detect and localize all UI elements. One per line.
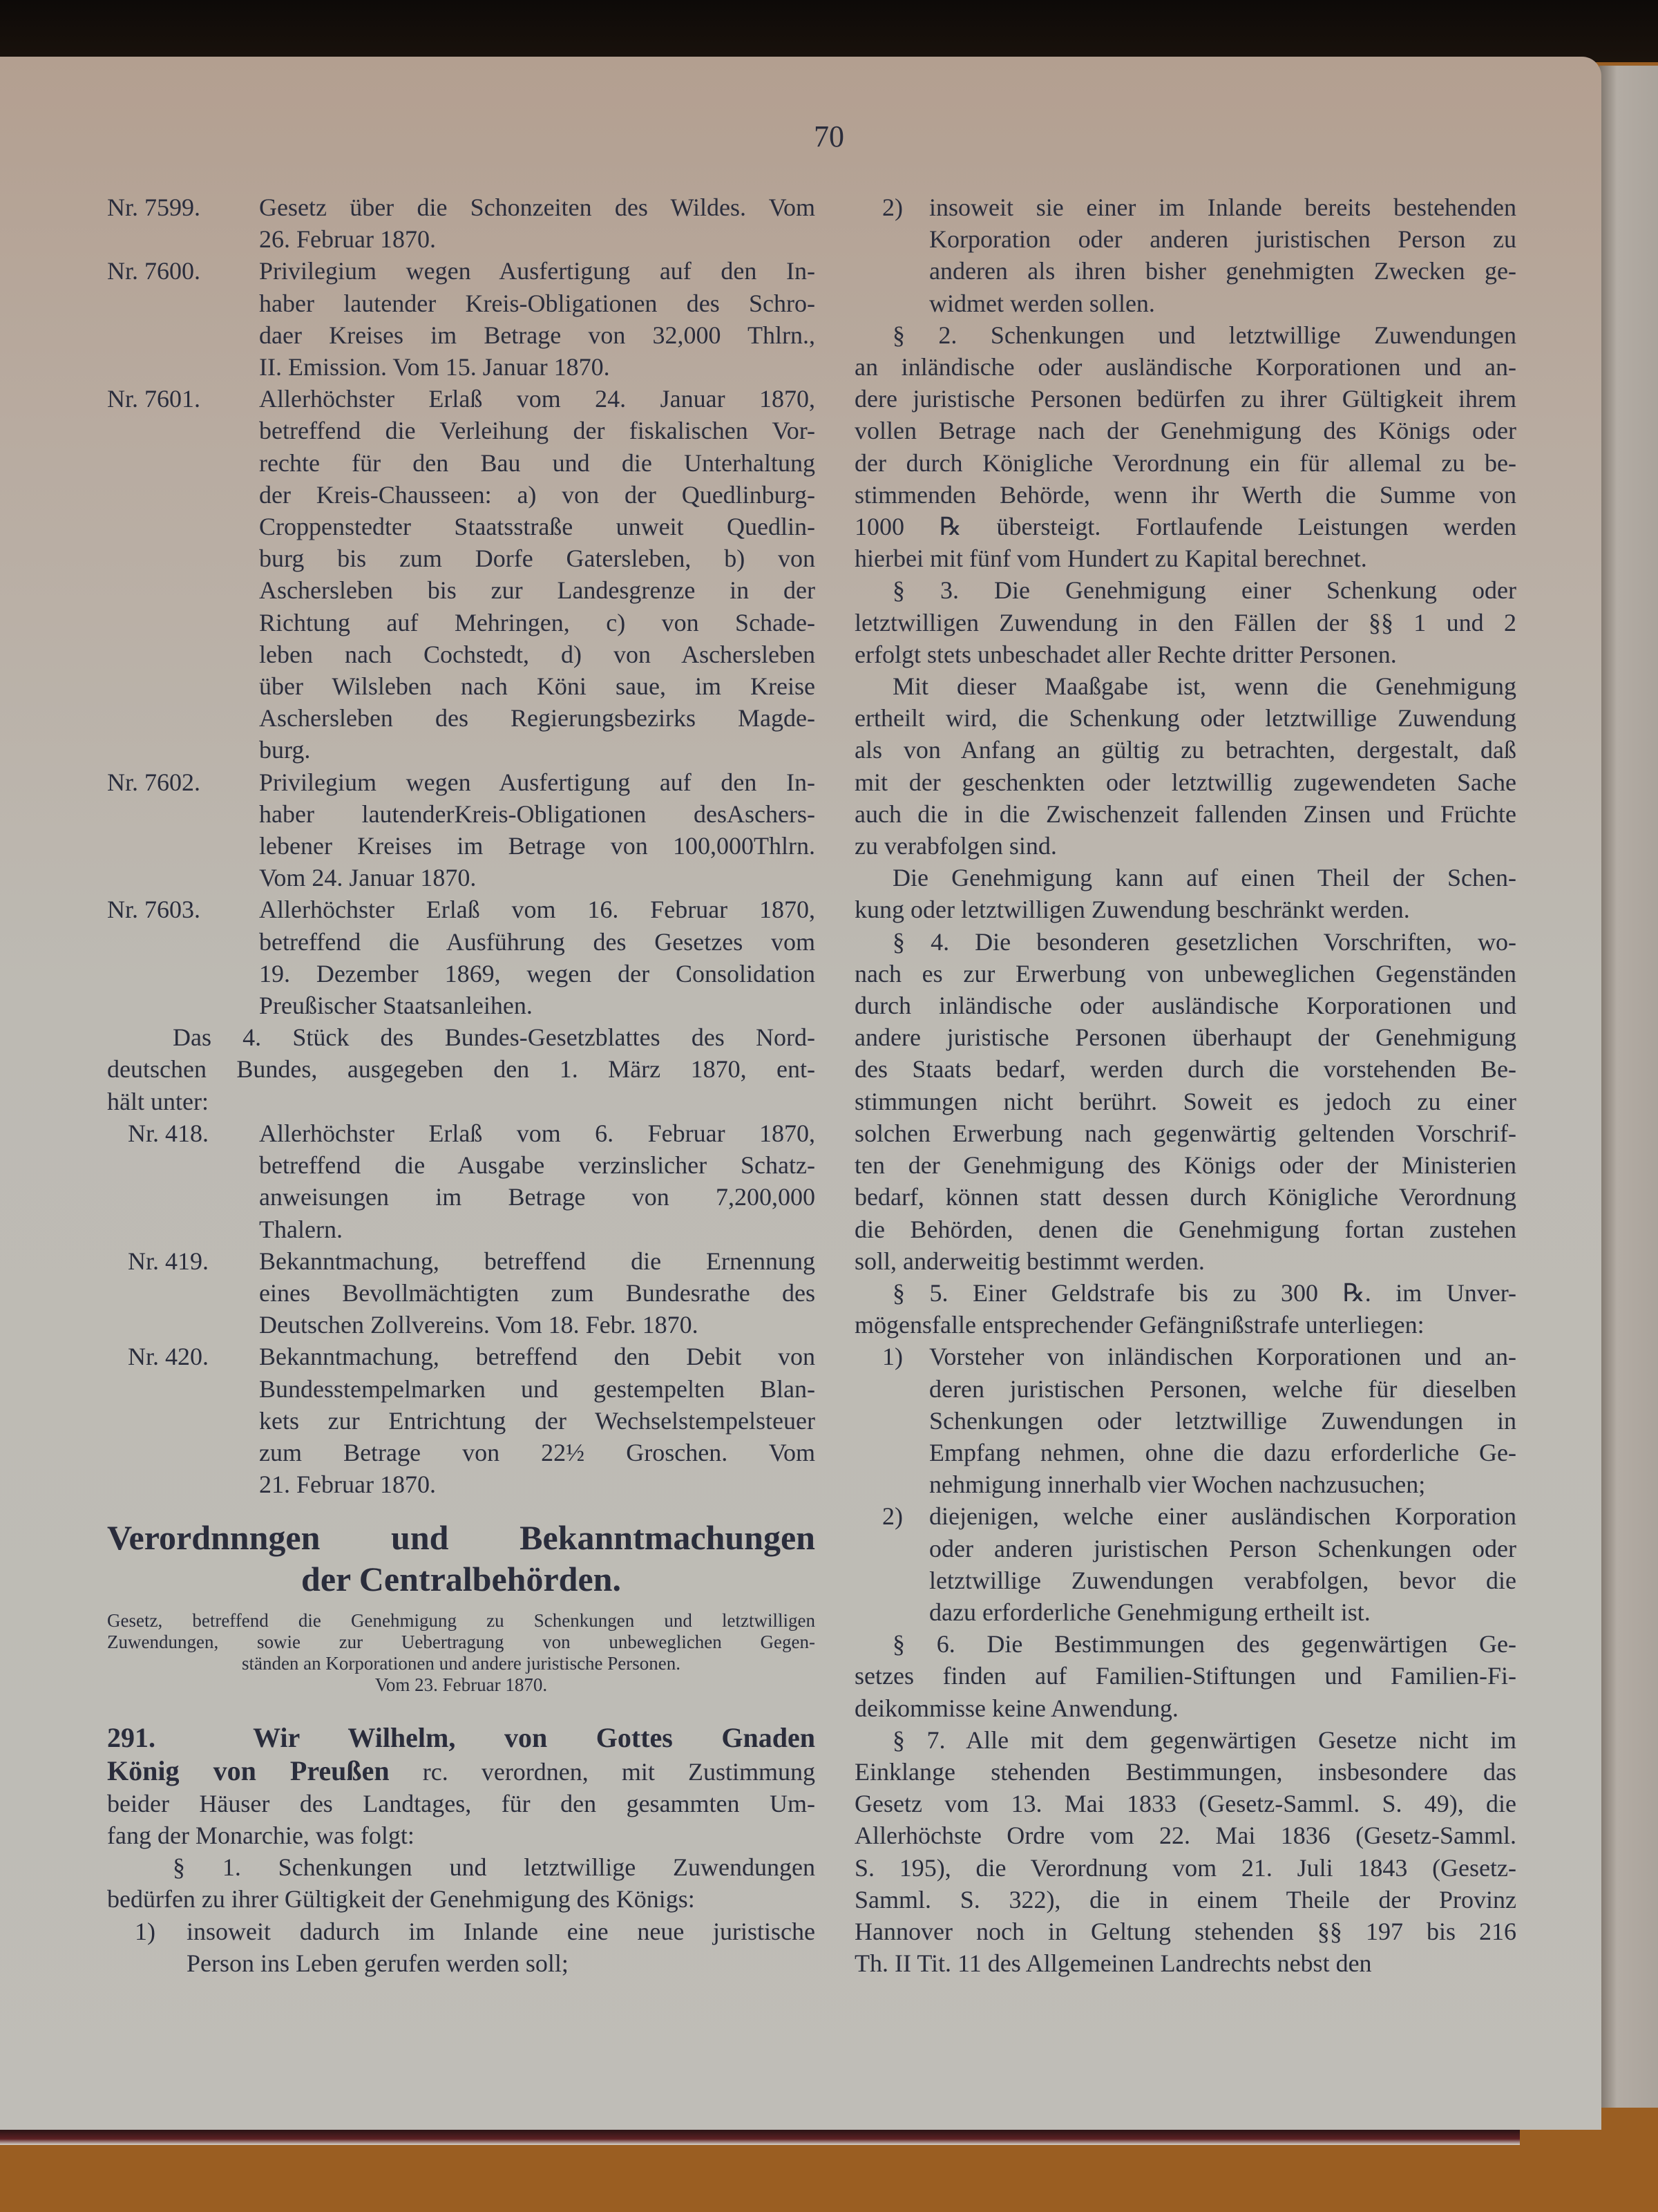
list-item-text [929, 191, 1516, 319]
text-line: kung oder letztwilligen Zuwendung beschränkt werden. [855, 896, 1410, 924]
text-line: Allerhöchster Erlaß vom 16. Februar 1870, [259, 896, 815, 924]
law-title-line: Zuwendungen, sowie zur Uebertragung von unbeweglichen Gegen- [107, 1632, 815, 1653]
register-entry [107, 1341, 815, 1500]
preamble [107, 1722, 815, 1851]
text-line: § 7. Alle mit dem gegenwärtigen Gesetze nicht im [893, 1726, 1516, 1754]
entry-text [259, 255, 815, 383]
preamble-rest [107, 1788, 815, 1851]
text-line: Einklange stehenden Bestimmungen, insbesondere das [855, 1757, 1516, 1786]
list-item [855, 191, 1516, 319]
law-title-line: ständen an Korporationen und andere juristische Personen. [241, 1653, 681, 1674]
text-line: nehmigung innerhalb vier Wochen nachzusuchen; [929, 1471, 1426, 1499]
preamble-bold-text: König von Preußen [107, 1755, 390, 1786]
text-line: setzes finden auf Familien-Stiftungen und Familien-Fi- [855, 1662, 1516, 1690]
left-column [107, 191, 815, 1979]
entry-number: Nr. 7601. [107, 385, 200, 413]
preamble-line: fang der Monarchie, was folgt: [107, 1821, 414, 1849]
text-line: über Wilsleben nach Köni saue, im Kreise [259, 672, 815, 701]
text-line: Gesetz vom 13. Mai 1833 (Gesetz-Samml. S. 49), die [855, 1790, 1516, 1818]
text-line: Vom 24. Januar 1870. [259, 864, 477, 892]
entry-text [259, 1245, 815, 1341]
text-line: diejenigen, welche einer ausländischen Korporation [929, 1502, 1516, 1531]
text-line: haber lautenderKreis-Obligationen desAschers- [259, 800, 815, 828]
text-line: Allerhöchste Ordre vom 22. Mai 1836 (Gesetz-Samml. [855, 1822, 1516, 1850]
right-column [855, 191, 1516, 1979]
text-line: deikommisse keine Anwendung. [855, 1694, 1179, 1722]
adjacent-page-edge [1599, 66, 1658, 2108]
text-line: II. Emission. Vom 15. Januar 1870. [259, 353, 610, 381]
paragraph-text [855, 670, 1516, 862]
entry-number: Nr. 418. [128, 1119, 209, 1147]
text-line: andere juristische Personen überhaupt der Genehmigung [855, 1023, 1516, 1052]
text-line: Schenkungen oder letztwillige Zuwendungen in [929, 1406, 1516, 1435]
heading-line: der Centralbehörden. [301, 1560, 621, 1599]
paragraph-4 [855, 926, 1516, 1277]
text-line: insoweit sie einer im Inlande bereits bestehenden [929, 193, 1516, 221]
text-line: anweisungen im Betrage von 7,200,000 [259, 1183, 815, 1211]
entry-text [259, 1341, 815, 1500]
paragraph-5-items [855, 1341, 1516, 1628]
list-marker: 2) [882, 193, 903, 221]
text-line: S. 195), die Verordnung vom 21. Juli 1843 (Gesetz- [855, 1853, 1516, 1882]
text-line: ten der Genehmigung des Königs oder der Ministerien [855, 1151, 1516, 1180]
preamble-line: beider Häuser des Landtages, für den gesammten Um- [107, 1789, 815, 1817]
text-line: Bekanntmachung, betreffend den Debit von [259, 1343, 815, 1371]
text-line: hält unter: [107, 1087, 209, 1115]
text-line: Mit dieser Maaßgabe ist, wenn die Genehmigung [893, 672, 1516, 701]
register-entry [107, 255, 815, 383]
entry-number: Nr. 420. [128, 1343, 209, 1371]
text-line: soll, anderweitig bestimmt werden. [855, 1247, 1205, 1275]
text-line: Die Genehmigung kann auf einen Theil der Schen- [893, 864, 1516, 892]
text-line: mit der geschenkten oder letztwillig zugewendeten Sache [855, 768, 1516, 796]
text-line: bedürfen zu ihrer Gültigkeit der Genehmigung des Königs: [107, 1885, 695, 1913]
text-line: betreffend die Verleihung der fiskalischen Vor- [259, 417, 815, 445]
register-entry [107, 1245, 815, 1341]
law-register-list [107, 191, 815, 1021]
text-line: vollen Betrage nach der Genehmigung des Königs oder [855, 417, 1516, 445]
paragraph-3-partial [855, 862, 1516, 925]
text-line: § 2. Schenkungen und letztwillige Zuwendungen [893, 321, 1516, 349]
text-line: betreffend die Ausführung des Gesetzes vom [259, 927, 815, 956]
text-line: Gesetz über die Schonzeiten des Wildes. Vom [259, 193, 815, 221]
text-line: kets zur Entrichtung der Wechselstempelsteuer [259, 1406, 815, 1435]
text-line: durch inländische oder ausländische Korporationen und [855, 992, 1516, 1020]
text-line: Allerhöchster Erlaß vom 24. Januar 1870, [259, 385, 815, 413]
paragraph-7 [855, 1724, 1516, 1980]
text-line: insoweit dadurch im Inlande eine neue juristische [187, 1917, 815, 1945]
preamble-bold-text: Wir Wilhelm, von Gottes Gnaden [253, 1722, 816, 1754]
entry-text [259, 383, 815, 766]
page-number: 70 [814, 120, 844, 153]
text-line: erfolgt stets unbeschadet aller Rechte dritter Personen. [855, 640, 1397, 668]
list-item [855, 1341, 1516, 1500]
paragraph-text [107, 1851, 815, 1915]
text-line: Person ins Leben gerufen werden soll; [187, 1949, 569, 1977]
text-line: Hannover noch in Geltung stehenden §§ 197 bis 216 [855, 1917, 1516, 1945]
text-line: zum Betrage von 22½ Groschen. Vom [259, 1438, 815, 1466]
entry-number: Nr. 7599. [107, 193, 200, 221]
text-line: Bundesstempelmarken und gestempelten Blan- [259, 1374, 815, 1403]
text-line: § 6. Die Bestimmungen des gegenwärtigen Ge- [893, 1630, 1516, 1658]
text-line: 1000 ℞ übersteigt. Fortlaufende Leistungen werden [855, 513, 1516, 541]
text-line: Deutschen Zollvereins. Vom 18. Febr. 1870. [259, 1311, 698, 1339]
paragraph-text [107, 1021, 815, 1117]
text-line: mögensfalle entsprechender Gefängnißstrafe unterliegen: [855, 1311, 1424, 1339]
text-line: nach es zur Erwerbung von unbeweglichen Gegenständen [855, 959, 1516, 987]
text-line: stimmenden Behörde, wenn ihr Werth die Summe von [855, 480, 1516, 509]
text-line: leben nach Cochstedt, d) von Aschersleben [259, 640, 815, 668]
text-line: rechte für den Bau und die Unterhaltung [259, 448, 815, 477]
law-title-line: Gesetz, betreffend die Genehmigung zu Schenkungen und letztwilligen [107, 1610, 815, 1632]
paragraph-5 [855, 1277, 1516, 1341]
text-line: Richtung auf Mehringen, c) von Schade- [259, 608, 815, 636]
text-line: letztwillige Zuwendungen verabfolgen, bevor die [929, 1566, 1516, 1594]
entry-number: Nr. 419. [128, 1247, 209, 1275]
text-line: Preußischer Staatsanleihen. [259, 992, 533, 1020]
text-line: § 3. Die Genehmigung einer Schenkung oder [893, 576, 1516, 605]
section-heading [107, 1517, 815, 1600]
text-line: letztwilligen Zuwendung in den Fällen der §§ 1 und 2 [855, 608, 1516, 636]
text-line: 26. Februar 1870. [259, 225, 436, 254]
paragraph-3-proviso [855, 670, 1516, 862]
text-line: auch die in die Zwischenzeit fallenden Zinsen und Früchte [855, 800, 1516, 828]
entry-text [259, 766, 815, 894]
list-item [855, 1500, 1516, 1628]
register-entry [107, 894, 815, 1021]
text-line: der Kreis-Chausseen: a) von der Quedlinburg- [259, 480, 815, 509]
text-line: ertheilt wird, die Schenkung oder letztwillige Zuwendung [855, 704, 1516, 732]
text-line: lebener Kreises im Betrage von 100,000Thlrn. [259, 832, 815, 860]
text-line: Th. II Tit. 11 des Allgemeinen Landrechts nebst den [855, 1949, 1372, 1978]
text-line: eines Bevollmächtigten zum Bundesrathe des [259, 1278, 815, 1307]
text-line: 19. Dezember 1869, wegen der Consolidation [259, 959, 815, 987]
scan-background-top [0, 0, 1658, 62]
preamble-text: rc. verordnen, mit Zustimmung [389, 1757, 815, 1786]
preamble-line [107, 1722, 815, 1755]
list-item-text [929, 1341, 1516, 1500]
text-line: oder anderen juristischen Person Schenkungen oder [929, 1534, 1516, 1562]
text-line: Privilegium wegen Ausfertigung auf den In- [259, 768, 815, 796]
list-item-text [187, 1916, 815, 1979]
entry-text [259, 191, 815, 255]
entry-text [259, 1117, 815, 1245]
register-entry [107, 383, 815, 766]
paragraph-text [855, 1277, 1516, 1341]
register-entry [107, 1117, 815, 1245]
text-line: burg bis zum Dorfe Gatersleben, b) von [259, 545, 815, 573]
text-line: Aschersleben des Regierungsbezirks Magde- [259, 704, 815, 732]
register-entry [107, 191, 815, 255]
text-line: an inländische oder ausländische Korporationen und an- [855, 353, 1516, 381]
text-line: burg. [259, 736, 311, 764]
list-item-text [929, 1500, 1516, 1628]
paragraph-1-items-cont [855, 191, 1516, 319]
entry-number: Nr. 7600. [107, 257, 200, 285]
text-line: anderen als ihren bisher genehmigten Zwecken ge- [929, 257, 1516, 285]
bgbl-register-list [107, 1117, 815, 1500]
text-line: Allerhöchster Erlaß vom 6. Februar 1870, [259, 1119, 815, 1147]
preamble-line [107, 1755, 815, 1788]
text-line: solchen Erwerbung nach gegenwärtig geltenden Vorschrif- [855, 1119, 1516, 1147]
text-line: Vorsteher von inländischen Korporationen und an- [929, 1343, 1516, 1371]
paragraph-1-items [107, 1916, 815, 1979]
text-line: betreffend die Ausgabe verzinslicher Schatz- [259, 1151, 815, 1180]
text-line: haber lautender Kreis-Obligationen des Schro- [259, 289, 815, 317]
paragraph-text [855, 574, 1516, 670]
text-line: des Staats bedarf, werden durch die vorstehenden Be- [855, 1055, 1516, 1084]
paragraph-3 [855, 574, 1516, 670]
paragraph-text [855, 1724, 1516, 1980]
text-line: widmet werden sollen. [929, 289, 1155, 317]
text-line: § 5. Einer Geldstrafe bis zu 300 ℞. im Unver- [893, 1278, 1516, 1307]
text-line: zu verabfolgen sind. [855, 832, 1057, 860]
list-marker: 2) [882, 1502, 903, 1531]
paragraph-6 [855, 1628, 1516, 1724]
entry-text [259, 894, 815, 1021]
text-line: dere juristische Personen bedürfen zu ihrer Gültigkeit ihrem [855, 385, 1516, 413]
text-line: deren juristischen Personen, welche für dieselben [929, 1374, 1516, 1403]
text-line: Croppenstedter Staatsstraße unweit Quedlin- [259, 513, 815, 541]
text-line: hierbei mit fünf vom Hundert zu Kapital berechnet. [855, 545, 1367, 573]
paragraph-text [855, 926, 1516, 1277]
page-bottom-edge [0, 2130, 1520, 2145]
text-line: Korporation oder anderen juristischen Person zu [929, 225, 1516, 254]
text-line: der durch Königliche Verordnung ein für allemal zu be- [855, 448, 1516, 477]
law-title [107, 1610, 815, 1696]
entry-number: Nr. 7602. [107, 768, 200, 796]
paragraph-text [855, 862, 1516, 925]
list-item [107, 1916, 815, 1979]
text-line: dazu erforderliche Genehmigung ertheilt ist. [929, 1598, 1371, 1626]
register-entry [107, 766, 815, 894]
paragraph-text [855, 1628, 1516, 1724]
text-line: als von Anfang an gültig zu betrachten, dergestalt, daß [855, 736, 1516, 764]
text-line: Das 4. Stück des Bundes-Gesetzblattes des Nord- [173, 1023, 815, 1052]
heading-line: Verordnnngen und Bekanntmachungen [107, 1518, 815, 1558]
paragraph-1 [107, 1851, 815, 1915]
text-line: Thalern. [259, 1215, 343, 1243]
text-line: Aschersleben bis zur Landesgrenze in der [259, 576, 815, 605]
text-line: daer Kreises im Betrage von 32,000 Thlrn., [259, 321, 815, 349]
paragraph-2 [855, 319, 1516, 575]
text-line: Samml. S. 322), die in einem Theile der Provinz [855, 1885, 1516, 1913]
text-line: § 1. Schenkungen und letztwillige Zuwendungen [173, 1853, 815, 1882]
list-marker: 1) [135, 1917, 155, 1945]
text-line: § 4. Die besonderen gesetzlichen Vorschriften, wo- [893, 927, 1516, 956]
paragraph-text [855, 319, 1516, 575]
entry-number: Nr. 7603. [107, 896, 200, 924]
text-line: deutschen Bundes, ausgegeben den 1. März 1870, ent- [107, 1055, 815, 1084]
text-line: Bekanntmachung, betreffend die Ernennung [259, 1247, 815, 1275]
text-line: stimmungen nicht berührt. Soweit es jedoch zu einer [855, 1087, 1516, 1115]
law-title-line: Vom 23. Februar 1870. [374, 1674, 548, 1696]
law-number: 291. [107, 1722, 155, 1754]
text-line: Empfang nehmen, ohne die dazu erforderliche Ge- [929, 1438, 1516, 1466]
text-line: Privilegium wegen Ausfertigung auf den In- [259, 257, 815, 285]
text-line: bedarf, können statt dessen durch Königliche Verordnung [855, 1183, 1516, 1211]
bgbl-intro-paragraph [107, 1021, 815, 1117]
list-marker: 1) [882, 1343, 903, 1371]
text-line: die Behörden, denen die Genehmigung fortan zustehen [855, 1215, 1516, 1243]
text-line: 21. Februar 1870. [259, 1471, 436, 1499]
